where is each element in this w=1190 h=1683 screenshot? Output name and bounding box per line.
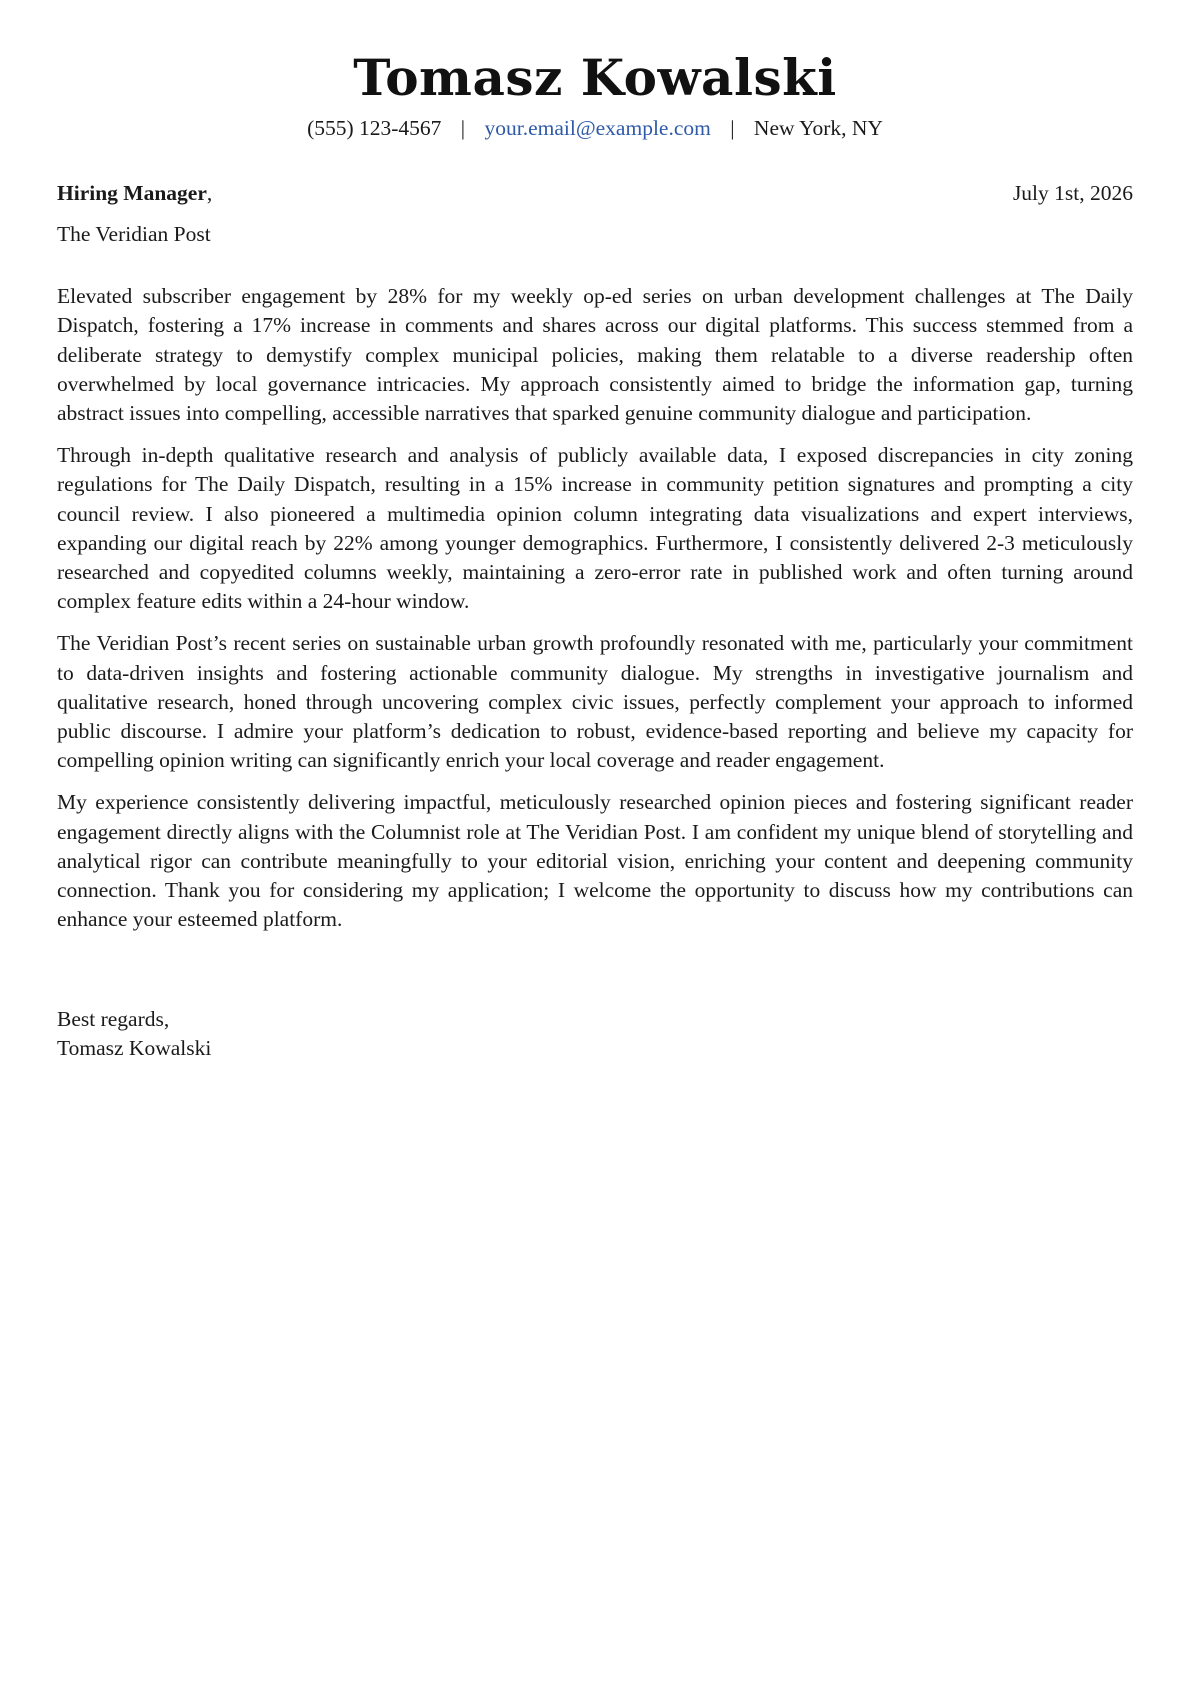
closing-salutation: Best regards, xyxy=(57,1007,170,1031)
contact-separator: | xyxy=(730,116,735,140)
email-link[interactable]: your.email@example.com xyxy=(484,116,711,140)
recipient-company: The Veridian Post xyxy=(57,222,211,246)
contact-separator: | xyxy=(460,116,466,140)
letter-closing xyxy=(57,1005,211,1064)
body-paragraph: My experience consistently delivering impactful, meticulously researched opinion pieces and fostering significant reader engagement directly aligns with the Columnist role at The Veridian Post. I am confident my unique blend of storytelling and analytical rigor can contribute meaningfully to your editorial vision, enriching your content and deepening community connection. Thank you for considering my application; I welcome the opportunity to discuss how my contributions can enhance your esteemed platform. xyxy=(57,790,1133,932)
letter-date: July 1st, 2026 xyxy=(1012,181,1133,205)
contact-line xyxy=(57,113,1133,143)
recipient-row xyxy=(57,178,1133,208)
closing-signature: Tomasz Kowalski xyxy=(57,1036,212,1061)
body-paragraph: The Veridian Post’s recent series on sustainable urban growth profoundly resonated with me, particularly your commitment to data-driven insights and fostering actionable community dialogue. My strengths in investigative journalism and qualitative research, honed through uncovering complex civic issues, perfectly complement your approach to informed public discourse. I admire your platform’s dedication to robust, evidence-based reporting and believe my capacity for compelling opinion writing can significantly enrich your local coverage and reader engagement. xyxy=(57,631,1133,773)
body-paragraph: Through in-depth qualitative research and analysis of publicly available data, I exposed discrepancies in city zoning regulations for The Daily Dispatch, resulting in a 15% increase in community petition signatures and prompting a city council review. I also pioneered a multimedia opinion column integrating data visualizations and expert interviews, expanding our digital reach by 22% among younger demographics. Furthermore, I consistently delivered 2-3 meticulously researched and copyedited columns weekly, maintaining a zero-error rate in published work and often turning around complex feature edits within a 24-hour window. xyxy=(57,442,1133,614)
recipient-comma: , xyxy=(206,181,213,205)
recipient-name: Hiring Manager xyxy=(57,181,207,205)
letter-body xyxy=(57,282,1133,947)
location: New York, NY xyxy=(753,116,883,140)
applicant-name: Tomasz Kowalski xyxy=(353,48,837,107)
phone-number: (555) 123-4567 xyxy=(307,116,442,140)
body-paragraph: Elevated subscriber engagement by 28% for my weekly op-ed series on urban development challenges at The Daily Dispatch, fostering a 17% increase in comments and shares across our digital platforms. This success stemmed from a deliberate strategy to demystify complex municipal policies, making them relatable to a diverse readership often overwhelmed by local governance intricacies. My approach consistently aimed to bridge the information gap, turning abstract issues into compelling, accessible narratives that sparked genuine community dialogue and participation. xyxy=(57,284,1133,426)
